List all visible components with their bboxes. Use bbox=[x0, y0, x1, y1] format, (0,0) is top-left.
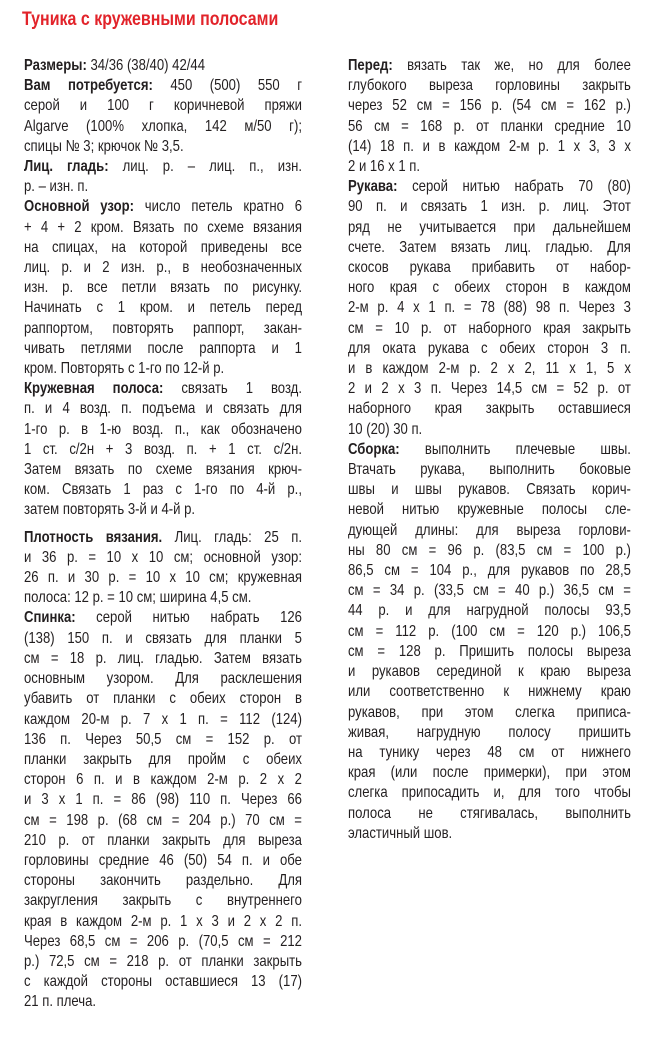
line-text: серой нитью набрать 126 bbox=[75, 609, 302, 627]
line-text: число петель кратно 6 bbox=[134, 198, 302, 216]
text-line bbox=[24, 750, 302, 770]
text-line bbox=[24, 197, 302, 217]
line-text: убавить от планки с обеих сторон в bbox=[24, 690, 302, 708]
text-line bbox=[348, 56, 631, 76]
section-paragraph bbox=[24, 56, 302, 76]
text-line bbox=[348, 218, 631, 238]
line-text: счете. Затем вязать лиц. гладью. Для bbox=[348, 238, 631, 256]
text-line bbox=[348, 682, 631, 702]
text-line bbox=[24, 339, 302, 359]
line-text: п. и 4 возд. п. подъема и связать для bbox=[24, 400, 302, 418]
text-line bbox=[24, 76, 302, 96]
text-line bbox=[348, 258, 631, 278]
line-text: эластичный шов. bbox=[348, 824, 453, 842]
line-text: закругления закрыть с внутреннего bbox=[24, 892, 302, 910]
text-line bbox=[348, 399, 631, 419]
text-line bbox=[348, 339, 631, 359]
page-title: Туника с кружевными полосами bbox=[22, 8, 279, 30]
right-column bbox=[348, 56, 631, 844]
text-line bbox=[24, 117, 302, 137]
text-line bbox=[24, 258, 302, 278]
line-text: см = 18 р. лиц. гладью. Затем вязать bbox=[24, 649, 302, 667]
line-text: 2 и 2 х 3 п. Через 14,5 см = 52 р. от bbox=[348, 380, 631, 398]
text-line bbox=[348, 541, 631, 561]
section-paragraph bbox=[348, 177, 631, 440]
line-text: Начинать с 1 кром. и петель перед bbox=[24, 299, 302, 317]
text-line bbox=[24, 912, 302, 932]
line-text: полоса: 12 р. = 10 см; ширина 4,5 см. bbox=[24, 589, 252, 607]
line-text: р. – изн. п. bbox=[24, 178, 89, 196]
line-text: каждом 20-м р. 7 х 1 п. = 112 (124) bbox=[24, 710, 302, 728]
line-text: полоса не стягивалась, выполнить bbox=[348, 804, 631, 822]
line-text: спицы № 3; крючок № 3,5. bbox=[24, 137, 184, 155]
line-text: см = 10 р. от наборного края закрыть bbox=[348, 319, 631, 337]
line-text: 34/36 (38/40) 42/44 bbox=[86, 57, 205, 74]
text-line bbox=[348, 359, 631, 379]
line-text: кром. Повторять с 1-го по 12-й р. bbox=[24, 360, 225, 378]
text-line bbox=[24, 528, 302, 548]
text-line bbox=[348, 521, 631, 541]
text-line bbox=[24, 177, 302, 197]
section-heading: Сборка: bbox=[348, 440, 400, 458]
line-text: дующей длины: для выреза горлови- bbox=[348, 521, 631, 539]
line-text: 1-го р. в 1-ю возд. п., как обозначено bbox=[24, 420, 302, 438]
line-text: связать 1 возд. bbox=[163, 380, 302, 398]
line-text: 90 п. и связать 1 изн. р. лиц. Этот bbox=[348, 198, 631, 216]
line-text: глубокого выреза горловины закрыть bbox=[348, 77, 631, 95]
line-text: через 52 см = 156 р. (54 см = 162 р.) bbox=[348, 97, 631, 115]
section-paragraph bbox=[24, 197, 302, 379]
line-text: планки закрыть для пройм с обеих bbox=[24, 750, 302, 768]
text-line bbox=[24, 500, 302, 520]
section-paragraph bbox=[348, 440, 631, 844]
text-line bbox=[24, 137, 302, 157]
line-text: 10 (20) 30 п. bbox=[348, 420, 423, 438]
text-line bbox=[348, 743, 631, 763]
line-text: см = 198 р. (68 см = 204 р.) 70 см = bbox=[24, 811, 302, 829]
line-text: скосов рукава прибавить от набор- bbox=[348, 259, 631, 277]
line-text: 86,5 см = 104 р., для рукавов по 28,5 bbox=[348, 562, 631, 580]
text-line bbox=[348, 76, 631, 96]
text-line bbox=[348, 440, 631, 460]
line-text: см = 34 р. (33,5 см = 40 р.) 36,5 см = bbox=[348, 582, 631, 600]
text-line bbox=[348, 238, 631, 258]
text-line bbox=[348, 157, 631, 177]
text-line bbox=[24, 548, 302, 568]
line-text: + 4 + 2 кром. Вязать по схеме вязания bbox=[24, 218, 302, 236]
line-text: Algarve (100% хлопка, 142 м/50 г); bbox=[24, 117, 302, 135]
line-text: Через 68,5 см = 206 р. (70,5 см = 212 bbox=[24, 932, 302, 950]
line-text: раппортом, повторять раппорт, закан- bbox=[24, 319, 302, 337]
text-line bbox=[24, 460, 302, 480]
text-line bbox=[348, 480, 631, 500]
line-text: основным узором. Для расклешения bbox=[24, 670, 302, 688]
text-line bbox=[24, 157, 302, 177]
text-line bbox=[348, 278, 631, 298]
line-text: и 36 р. = 10 х 10 см; основной узор: bbox=[24, 548, 302, 566]
text-line bbox=[24, 629, 302, 649]
line-text: края (или после примерки), при этом bbox=[348, 764, 631, 782]
text-line bbox=[24, 811, 302, 831]
text-line bbox=[24, 649, 302, 669]
line-text: выполнить плечевые швы. bbox=[399, 440, 631, 458]
section-paragraph bbox=[24, 157, 302, 197]
text-line bbox=[24, 359, 302, 379]
section-paragraph bbox=[24, 528, 302, 609]
line-text: ряд не учитывается при дальнейшем bbox=[348, 218, 631, 236]
line-text: Затем вязать по схеме вязания крюч- bbox=[24, 461, 302, 479]
line-text: серой и 100 г коричневой пряжи bbox=[24, 97, 302, 115]
line-text: или соответственно к нижнему краю bbox=[348, 683, 631, 701]
line-text: слегка припосадить и, для того чтобы bbox=[348, 784, 631, 802]
text-line bbox=[348, 581, 631, 601]
text-line bbox=[24, 831, 302, 851]
line-text: 1 ст. с/2н + 3 возд. п. + 1 ст. с/2н. bbox=[24, 440, 302, 458]
line-text: см = 112 р. (100 см = 120 р.) 106,5 bbox=[348, 622, 631, 640]
text-line bbox=[24, 480, 302, 500]
line-text: 44 р. и для нагрудной полосы 93,5 bbox=[348, 602, 631, 620]
section-heading: Рукава: bbox=[348, 178, 398, 196]
line-text: 56 см = 168 р. от планки средние 10 bbox=[348, 117, 631, 135]
text-line bbox=[24, 420, 302, 440]
text-line bbox=[24, 992, 302, 1012]
line-text: изн. р. все петли вязать по рисунку. bbox=[24, 279, 302, 297]
line-text: стороны закончить раздельно. Для bbox=[24, 872, 302, 890]
text-line bbox=[24, 568, 302, 588]
text-line bbox=[24, 952, 302, 972]
text-line bbox=[24, 399, 302, 419]
line-text: края в каждом 2-м р. 1 х 3 и 2 х 2 п. bbox=[24, 912, 302, 930]
section-heading: Лиц. гладь: bbox=[24, 158, 109, 176]
text-line bbox=[24, 932, 302, 952]
text-line bbox=[24, 218, 302, 238]
line-text: для оката рукава с обеих сторон 3 п. bbox=[348, 339, 631, 357]
text-line bbox=[24, 972, 302, 992]
text-line bbox=[348, 298, 631, 318]
text-line bbox=[24, 730, 302, 750]
line-text: горловины средние 46 (50) 54 п. и обе bbox=[24, 851, 302, 869]
text-line bbox=[348, 824, 631, 844]
text-line bbox=[24, 608, 302, 628]
line-text: и 3 х 1 п. = 86 (98) 110 п. Через 66 bbox=[24, 791, 302, 809]
section-gap bbox=[24, 521, 302, 528]
text-line bbox=[24, 440, 302, 460]
text-line bbox=[24, 669, 302, 689]
line-text: швы и швы рукавов. Связать корич- bbox=[348, 481, 631, 499]
text-line bbox=[24, 790, 302, 810]
text-line bbox=[348, 137, 631, 157]
line-text: наборного края закрыть оставшиеся bbox=[348, 400, 631, 418]
text-line bbox=[24, 379, 302, 399]
text-line bbox=[348, 319, 631, 339]
text-line bbox=[24, 770, 302, 790]
left-column bbox=[24, 56, 302, 1013]
text-line bbox=[348, 622, 631, 642]
line-text: 2-м р. 4 х 1 п. = 78 (88) 98 п. Через 3 bbox=[348, 299, 631, 317]
line-text: лиц. р. – лиц. п., изн. bbox=[108, 158, 302, 176]
text-line bbox=[24, 319, 302, 339]
line-text: рукавов, при этом слегка приписа- bbox=[348, 703, 631, 721]
line-text: с каждой стороны оставшиеся 13 (17) bbox=[24, 973, 302, 991]
text-line bbox=[348, 783, 631, 803]
line-text: Лиц. гладь: 25 п. bbox=[162, 528, 302, 546]
text-line bbox=[24, 278, 302, 298]
text-line bbox=[348, 642, 631, 662]
section-paragraph bbox=[348, 56, 631, 177]
text-line bbox=[24, 689, 302, 709]
section-heading: Вам потребуется: bbox=[24, 77, 153, 95]
line-text: 450 (500) 550 г bbox=[152, 77, 302, 95]
line-text: 21 п. плеча. bbox=[24, 993, 97, 1011]
text-line bbox=[24, 891, 302, 911]
text-line bbox=[24, 56, 302, 76]
text-line bbox=[24, 96, 302, 116]
text-line bbox=[24, 871, 302, 891]
line-text: серой нитью набрать 70 (80) bbox=[397, 178, 631, 196]
text-line bbox=[348, 703, 631, 723]
text-line bbox=[348, 723, 631, 743]
line-text: на спицах, на которой приведены все bbox=[24, 238, 302, 256]
section-heading: Плотность вязания. bbox=[24, 528, 163, 546]
text-line bbox=[24, 588, 302, 608]
line-text: р.) 72,5 см = 218 р. от планки закрыть bbox=[24, 952, 302, 970]
text-line bbox=[348, 117, 631, 137]
text-line bbox=[24, 298, 302, 318]
section-heading: Перед: bbox=[348, 57, 393, 74]
text-line bbox=[24, 851, 302, 871]
text-line bbox=[348, 379, 631, 399]
line-text: невой нитью кружевные полосы сле- bbox=[348, 501, 631, 519]
text-line bbox=[348, 177, 631, 197]
text-line bbox=[24, 710, 302, 730]
line-text: (138) 150 п. и связать для планки 5 bbox=[24, 629, 302, 647]
line-text: ком. Связать 1 раз с 1-го по 4-й р., bbox=[24, 481, 302, 499]
line-text: (14) 18 п. и в каждом 2-м р. 1 х 3, 3 х bbox=[348, 137, 631, 155]
line-text: ного края с обеих сторон в каждом bbox=[348, 279, 631, 297]
line-text: см = 128 р. Пришить полосы выреза bbox=[348, 642, 631, 660]
text-line bbox=[348, 601, 631, 621]
text-line bbox=[348, 460, 631, 480]
text-line bbox=[348, 561, 631, 581]
section-heading: Спинка: bbox=[24, 609, 76, 627]
line-text: и в каждом 2-м р. 2 х 2, 11 х 1, 5 х bbox=[348, 360, 631, 378]
line-text: 136 п. Через 50,5 см = 152 р. от bbox=[24, 730, 302, 748]
text-line bbox=[348, 662, 631, 682]
line-text: вязать так же, но для более bbox=[392, 57, 631, 74]
text-line bbox=[348, 420, 631, 440]
line-text: на тунику через 48 см от нижнего bbox=[348, 743, 631, 761]
section-heading: Основной узор: bbox=[24, 198, 135, 216]
line-text: сторон 6 п. и в каждом 2-м р. 2 х 2 bbox=[24, 771, 302, 789]
text-line bbox=[348, 96, 631, 116]
line-text: ны 80 см = 96 р. (83,5 см = 100 р.) bbox=[348, 541, 631, 559]
text-line bbox=[348, 500, 631, 520]
line-text: 2 и 16 х 1 п. bbox=[348, 158, 421, 176]
line-text: и рукавов серединой к краю выреза bbox=[348, 663, 631, 681]
text-line bbox=[348, 763, 631, 783]
line-text: живая, нагрудную полосу пришить bbox=[348, 723, 631, 741]
section-paragraph bbox=[24, 608, 302, 1012]
line-text: 210 р. от планки закрыть для выреза bbox=[24, 831, 302, 849]
section-paragraph bbox=[24, 379, 302, 520]
section-paragraph bbox=[24, 76, 302, 157]
text-line bbox=[348, 804, 631, 824]
line-text: Втачать рукава, выполнить боковые bbox=[348, 461, 631, 479]
line-text: лиц. р. и 2 изн. р., в необозначенных bbox=[24, 259, 302, 277]
line-text: 26 п. и 30 р. = 10 х 10 см; кружевная bbox=[24, 569, 302, 587]
section-heading: Кружевная полоса: bbox=[24, 380, 164, 398]
line-text: чивать петлями после раппорта и 1 bbox=[24, 339, 302, 357]
line-text: затем повторять 3-й и 4-й р. bbox=[24, 501, 196, 519]
text-line bbox=[24, 238, 302, 258]
section-heading: Размеры: bbox=[24, 57, 87, 74]
text-line bbox=[348, 197, 631, 217]
